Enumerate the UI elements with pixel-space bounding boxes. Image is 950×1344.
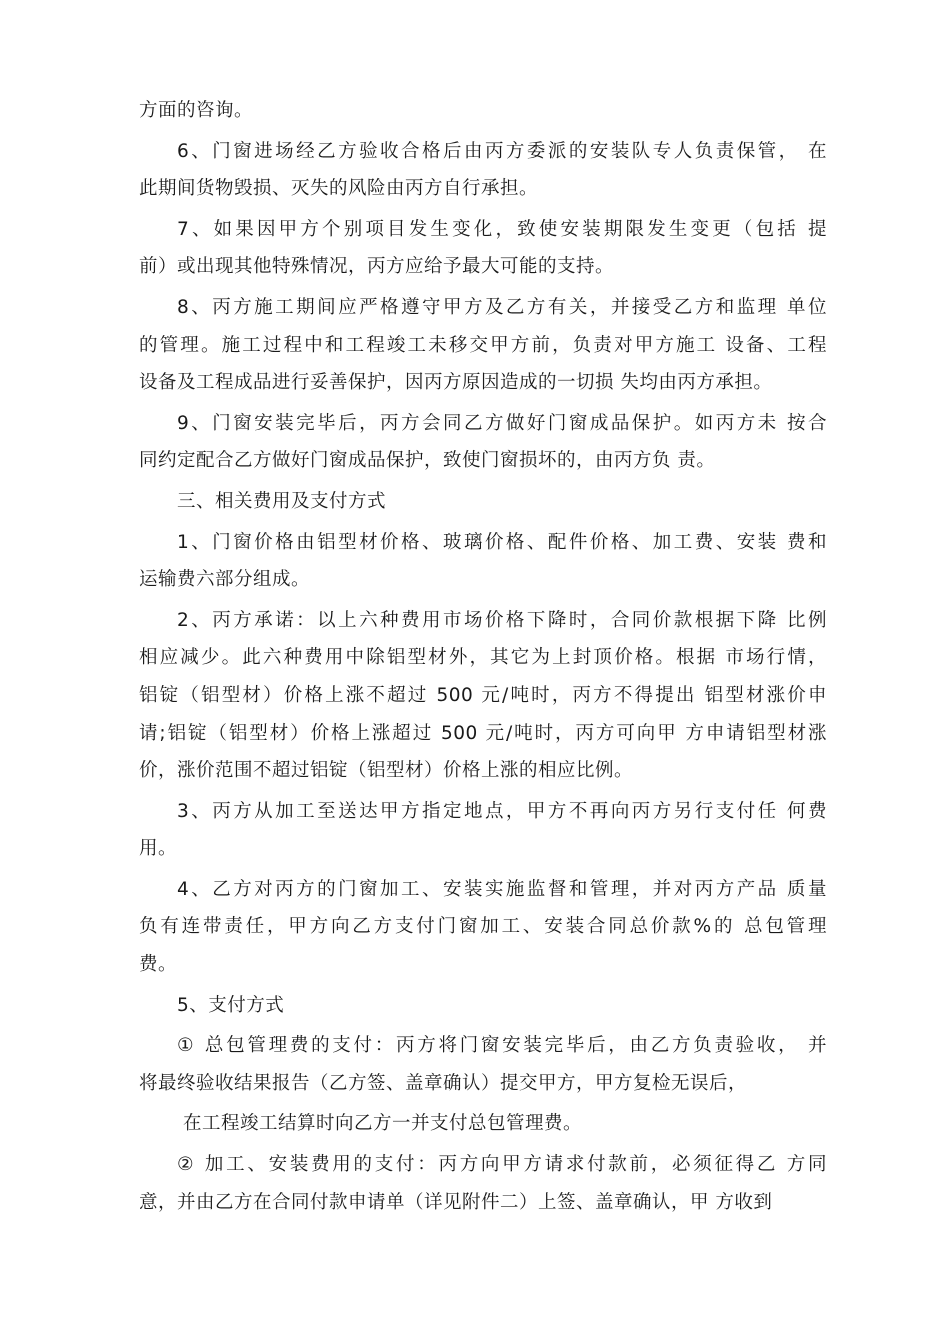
text-line: 8、丙方施工期间应严格遵守甲方及乙方有关，并接受乙方和监理 单位 — [177, 296, 827, 318]
paragraph-p6 — [139, 133, 827, 208]
text-line: 负有连带责任，甲方向乙方支付门窗加工、安装合同总价款%的 总包管理 — [139, 916, 827, 938]
paragraph-c1 — [139, 524, 827, 599]
paragraph-c4 — [139, 871, 827, 984]
text-line: 将最终验收结果报告（乙方签、盖章确认）提交甲方，甲方复检无误后， — [139, 1072, 748, 1094]
text-line: 同约定配合乙方做好门窗成品保护，致使门窗损坏的，由丙方负 责。 — [139, 450, 716, 472]
text-line: 三、相关费用及支付方式 — [177, 490, 387, 512]
text-line: 2、丙方承诺：以上六种费用市场价格下降时，合同价款根据下降 比例 — [177, 609, 827, 631]
text-line: 6、门窗进场经乙方验收合格后由丙方委派的安装队专人负责保管， 在 — [177, 140, 827, 162]
text-line: 运输费六部分组成。 — [139, 569, 311, 591]
text-line: 4、乙方对丙方的门窗加工、安装实施监督和管理，并对丙方产品 质量 — [177, 878, 827, 900]
paragraph-p8 — [139, 289, 827, 402]
text-line: 相应减少。此六种费用中除铝型材外，其它为上封顶价格。根据 市场行情， — [139, 647, 827, 669]
text-line: 5、支付方式 — [177, 994, 285, 1016]
text-line: 在工程竣工结算时向乙方一并支付总包管理费。 — [183, 1113, 583, 1135]
text-line: 意，并由乙方在合同付款申请单（详见附件二）上签、盖章确认，甲 方收到 — [139, 1191, 773, 1213]
paragraph-c5a2 — [139, 1105, 827, 1143]
text-line: 9、门窗安装完毕后，丙方会同乙方做好门窗成品保护。如丙方未 按合 — [177, 412, 827, 434]
text-line: 前）或出现其他特殊情况，丙方应给予最大可能的支持。 — [139, 256, 615, 278]
text-line: 用。 — [139, 838, 178, 860]
text-line: 7、如果因甲方个别项目发生变化，致使安装期限发生变更（包括 提 — [177, 218, 827, 240]
text-line: 3、丙方从加工至送达甲方指定地点，甲方不再向丙方另行支付任 何费 — [177, 800, 827, 822]
text-line: 方面的咨询。 — [139, 100, 254, 121]
text-line: 请;铝锭（铝型材）价格上涨超过 500 元/吨时，丙方可向甲 方申请铝型材涨 — [139, 722, 827, 744]
text-line: 价，涨价范围不超过铝锭（铝型材）价格上涨的相应比例。 — [139, 760, 634, 782]
paragraph-c3 — [139, 793, 827, 868]
text-line: 1、门窗价格由铝型材价格、玻璃价格、配件价格、加工费、安装 费和 — [177, 531, 827, 553]
paragraph-c5 — [139, 987, 827, 1025]
paragraph-c5a — [139, 1027, 827, 1102]
text-line: 设备及工程成品进行妥善保护，因丙方原因造成的一切损 失均由丙方承担。 — [139, 372, 773, 394]
document-body — [139, 92, 827, 1224]
paragraph-c2 — [139, 602, 827, 790]
text-line: 的管理。施工过程中和工程竣工未移交甲方前，负责对甲方施工 设备、工程 — [139, 334, 827, 356]
text-line: 铝锭（铝型材）价格上涨不超过 500 元/吨时，丙方不得提出 铝型材涨价申 — [139, 684, 827, 706]
paragraph-h3 — [139, 483, 827, 521]
paragraph-p9 — [139, 405, 827, 480]
paragraph-p0 — [139, 92, 827, 130]
text-line: ① 总包管理费的支付：丙方将门窗安装完毕后，由乙方负责验收， 并 — [177, 1035, 827, 1057]
paragraph-p7 — [139, 211, 827, 286]
text-line: ② 加工、安装费用的支付：丙方向甲方请求付款前，必须征得乙 方同 — [177, 1154, 827, 1176]
text-line: 费。 — [139, 954, 178, 976]
paragraph-c5b — [139, 1146, 827, 1221]
text-line: 此期间货物毁损、灭失的风险由丙方自行承担。 — [139, 178, 539, 200]
